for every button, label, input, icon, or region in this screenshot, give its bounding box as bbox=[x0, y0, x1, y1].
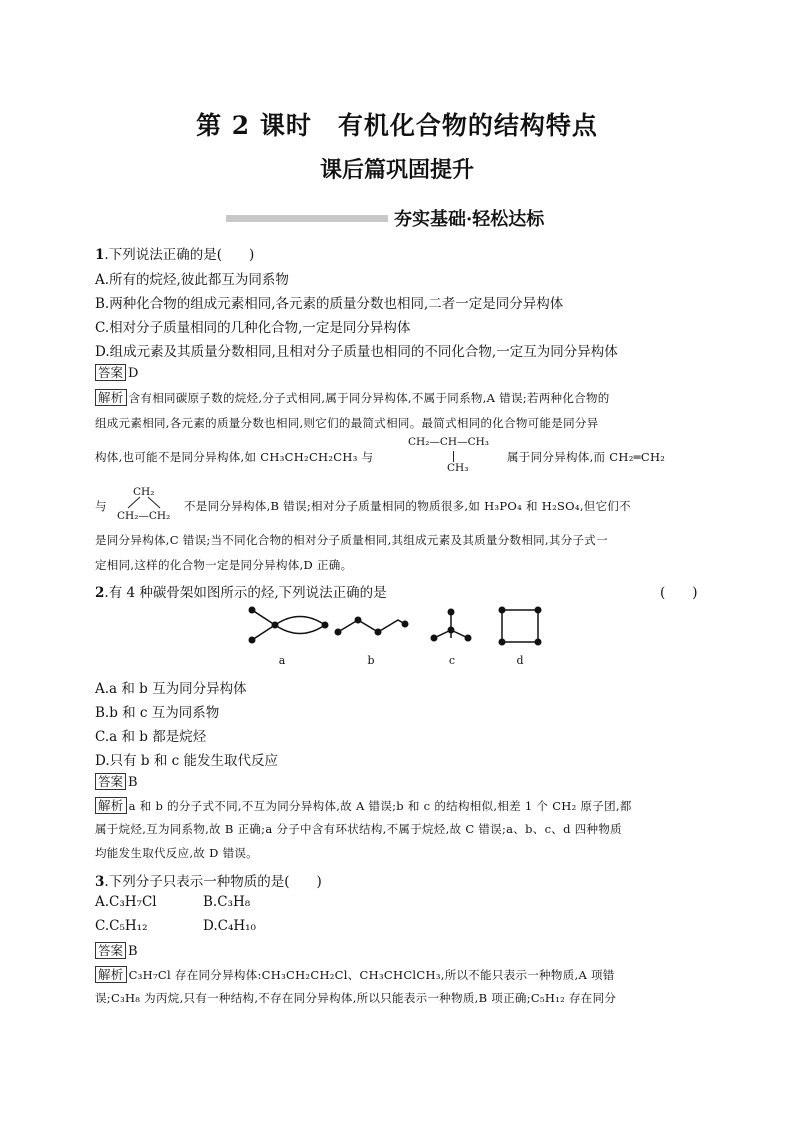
q3-stem-text: .下列分子只表示一种物质的是( ) bbox=[104, 874, 322, 890]
page-subtitle: 课后篇巩固提升 bbox=[319, 157, 474, 183]
q2-option-a: A.a 和 b 互为同分异构体 bbox=[95, 681, 247, 697]
q3-option-b: B.C₃H₈ bbox=[203, 894, 251, 910]
q3-answer bbox=[95, 942, 138, 959]
label-a: a bbox=[278, 654, 286, 667]
q1-option-a: A.所有的烷烃,彼此都互为同系物 bbox=[95, 272, 289, 288]
q3-option-d: D.C₄H₁₀ bbox=[203, 918, 256, 934]
q1-answer bbox=[95, 364, 138, 381]
skeleton-b bbox=[335, 617, 409, 636]
q1-exp1: 含有相同碳原子数的烷烃,分子式相同,属于同分异构体,不属于同系物,A 错误;若两种化合物的 bbox=[128, 391, 610, 405]
q1-option-c: C.相对分子质量相同的几种化合物,一定是同分异构体 bbox=[95, 320, 411, 336]
q1-stem bbox=[95, 243, 254, 263]
q2-explanation-line3: 均能发生取代反应,故 D 错误。 bbox=[95, 846, 258, 860]
skeleton-c bbox=[431, 609, 472, 642]
q1-explanation-line5: 是同分异构体,C 错误;当不同化合物的相对分子质量相同,其组成元素及其质量分数相同,其分子式一 bbox=[95, 533, 608, 547]
q2-option-d: D.只有 b 和 c 能发生取代反应 bbox=[95, 753, 279, 769]
q2-option-c: C.a 和 b 都是烷烃 bbox=[95, 729, 207, 745]
q2-explanation-line2: 属于烷烃,互为同系物,故 B 正确;a 分子中含有环状结构,不属于烷烃,故 C 错误;a、b、c、d 四种物质 bbox=[95, 822, 622, 836]
q1-option-d: D.组成元素及其质量分数相同,且相对分子质量也相同的不同化合物,一定互为同分异构体 bbox=[95, 344, 618, 360]
q3-explanation-line1 bbox=[95, 966, 615, 983]
answer-tag: 答案 bbox=[95, 942, 126, 959]
q3-option-c: C.C₅H₁₂ bbox=[95, 918, 148, 934]
q2-answer-value: B bbox=[128, 775, 138, 790]
q1-explanation-line3a: 构体,也可能不是同分异构体,如 CH₃CH₂CH₂CH₃ 与 bbox=[95, 450, 374, 464]
q1-explanation-line3b: 属于同分异构体,而 CH₂═CH₂ bbox=[507, 450, 666, 464]
page-title: 第 2 课时 有机化合物的结构特点 bbox=[196, 111, 598, 140]
q3-explanation-line2: 误;C₃H₈ 为丙烷,只有一种结构,不存在同分异构体,所以只能表示一种物质,B 项正确;C₅H₁₂ 存在同分 bbox=[95, 991, 617, 1005]
q1-explanation-line2: 组成元素相同,各元素的质量分数也相同,则它们的最简式相同。最简式相同的化合物可能是同分异 bbox=[95, 416, 599, 430]
isobutane-branch: CH₃ bbox=[447, 462, 469, 474]
isobutane-main-chain: CH₂—CH—CH₃ bbox=[408, 436, 489, 448]
section-heading: 夯实基础·轻松达标 bbox=[394, 209, 545, 230]
q1-number: 1 bbox=[95, 247, 105, 263]
analysis-tag: 解析 bbox=[95, 797, 127, 814]
analysis-tag: 解析 bbox=[95, 966, 127, 983]
analysis-tag: 解析 bbox=[95, 389, 127, 406]
label-b: b bbox=[367, 654, 375, 667]
q1-explanation-line4a: 与 bbox=[95, 499, 107, 513]
q3-option-a: A.C₃H₇Cl bbox=[95, 894, 157, 910]
q1-option-b: B.两种化合物的组成元素相同,各元素的质量分数也相同,二者一定是同分异构体 bbox=[95, 296, 564, 312]
q1-answer-value: D bbox=[128, 366, 139, 381]
answer-tag: 答案 bbox=[95, 773, 126, 790]
q2-option-b: B.b 和 c 互为同系物 bbox=[95, 705, 220, 721]
label-d: d bbox=[516, 654, 524, 667]
isobutane-bond bbox=[453, 451, 454, 462]
q2-paren: ( ) bbox=[660, 585, 698, 601]
q3-number: 3 bbox=[95, 874, 105, 890]
cyclopropane-bonds bbox=[120, 495, 170, 511]
q2-explanation-line1 bbox=[95, 797, 632, 814]
q2-answer bbox=[95, 773, 138, 790]
skeleton-a bbox=[249, 607, 329, 644]
q2-stem bbox=[95, 581, 387, 601]
label-c: c bbox=[448, 654, 456, 667]
q3-answer-value: B bbox=[128, 944, 138, 959]
section-bar bbox=[226, 215, 388, 222]
q2-exp1: a 和 b 的分子式不同,不互为同分异构体,故 A 错误;b 和 c 的结构相似,相差 1 个 CH₂ 原子团,都 bbox=[128, 799, 632, 813]
skeleton-d bbox=[499, 607, 542, 646]
cyclopropane-top: CH₂ bbox=[133, 486, 155, 498]
q3-exp1: C₃H₇Cl 存在同分异构体:CH₃CH₂CH₂Cl、CH₃CHClCH₃,所以不能只表示一种物质,A 项错 bbox=[128, 968, 615, 982]
q2-stem-text: .有 4 种碳骨架如图所示的烃,下列说法正确的是 bbox=[104, 585, 387, 601]
q3-stem bbox=[95, 870, 322, 890]
q1-explanation-line1 bbox=[95, 389, 610, 406]
q1-explanation-line6: 定相同,这样的化合物一定是同分异构体,D 正确。 bbox=[95, 558, 353, 572]
q1-stem-text: .下列说法正确的是( ) bbox=[104, 247, 255, 263]
carbon-skeleton-figure bbox=[240, 600, 550, 652]
q1-explanation-line4b: 不是同分异构体,B 错误;相对分子质量相同的物质很多,如 H₃PO₄ 和 H₂SO₄,但它们不 bbox=[184, 499, 631, 513]
q2-number: 2 bbox=[95, 585, 105, 601]
answer-tag: 答案 bbox=[95, 364, 126, 381]
cyclopropane-bottom: CH₂—CH₂ bbox=[117, 510, 171, 522]
